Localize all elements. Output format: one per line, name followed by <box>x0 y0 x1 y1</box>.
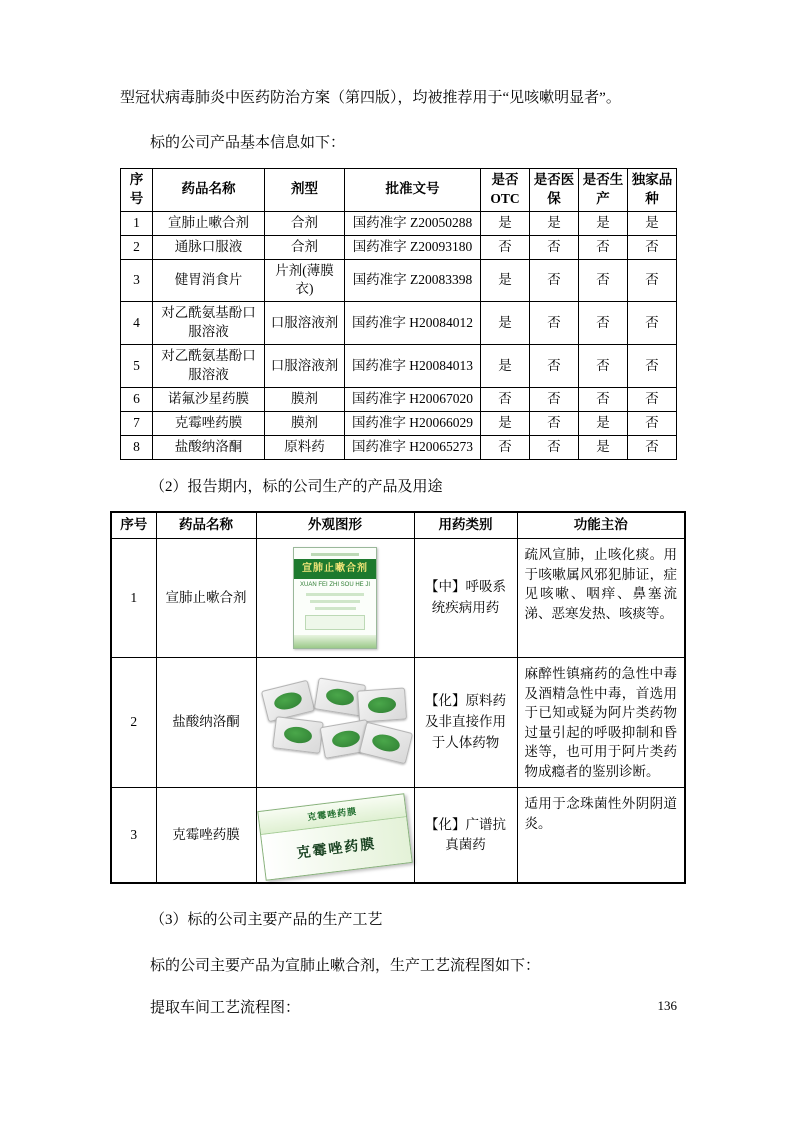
carton-text-decoration <box>294 589 376 610</box>
basic-info-table-body <box>121 211 677 459</box>
sachet-packet <box>359 721 413 764</box>
table-cell: 国药准字 H20084013 <box>345 345 481 388</box>
table-cell: 通脉口服液 <box>153 235 265 259</box>
cell-drug-name: 盐酸纳洛酮 <box>156 658 256 788</box>
table-cell: 否 <box>628 259 677 302</box>
table-row <box>111 539 685 658</box>
carton-logo-decoration <box>311 553 359 556</box>
table-cell: 否 <box>530 302 579 345</box>
table-cell: 3 <box>121 259 153 302</box>
xuanfei-carton-image <box>293 547 377 649</box>
table-cell: 是 <box>579 411 628 435</box>
carton-pinyin-text: XUAN FEI ZHI SOU HE JI <box>299 582 370 589</box>
table-cell: 国药准字 H20065273 <box>345 435 481 459</box>
table-cell: 合剂 <box>265 235 345 259</box>
table-cell: 膜剂 <box>265 411 345 435</box>
table-cell: 否 <box>481 387 530 411</box>
column-header-serial: 序号 <box>121 169 153 212</box>
table-cell: 否 <box>579 302 628 345</box>
table-cell: 膜剂 <box>265 387 345 411</box>
table-row <box>121 211 677 235</box>
table-cell: 7 <box>121 411 153 435</box>
table-cell: 国药准字 Z20050288 <box>345 211 481 235</box>
table-cell: 健胃消食片 <box>153 259 265 302</box>
table-cell: 合剂 <box>265 211 345 235</box>
table-row <box>121 235 677 259</box>
sachet-packet <box>272 716 324 754</box>
basic-info-lead: 标的公司产品基本信息如下： <box>150 135 346 151</box>
table-cell: 否 <box>579 259 628 302</box>
cell-appearance <box>256 788 414 884</box>
table-row <box>121 411 677 435</box>
table-cell: 否 <box>530 235 579 259</box>
table-cell: 是 <box>481 411 530 435</box>
table-cell: 8 <box>121 435 153 459</box>
table-cell: 是 <box>579 211 628 235</box>
table-cell: 宣肺止嗽合剂 <box>153 211 265 235</box>
table-cell: 口服溶液剂 <box>265 345 345 388</box>
extraction-workshop-lead: 提取车间工艺流程图： <box>150 1000 301 1017</box>
table-cell: 是 <box>481 345 530 388</box>
table-cell: 国药准字 H20067020 <box>345 387 481 411</box>
table-cell: 是 <box>530 211 579 235</box>
table-cell: 国药准字 H20084012 <box>345 302 481 345</box>
column-header-medical-insurance: 是否医保 <box>530 169 579 212</box>
section3-paragraph: 标的公司主要产品为宣肺止嗽合剂，生产工艺流程图如下： <box>150 958 541 975</box>
cell-indications: 疏风宣肺，止咳化痰。用于咳嗽属风邪犯肺证，症见咳嗽、咽痒、鼻塞流涕、恶寒发热、咳痰等。 <box>517 539 685 658</box>
table-cell: 否 <box>530 435 579 459</box>
cell-appearance <box>256 658 414 788</box>
column-header-approval-number: 批准文号 <box>345 169 481 212</box>
cell-serial: 3 <box>111 788 156 884</box>
naloxone-sachets-image <box>260 679 410 767</box>
cell-indications: 麻醉性镇痛药的急性中毒及酒精急性中毒，首选用于已知或疑为阿片类药物过量引起的呼吸抑制和昏迷等，也可用于阿片类药物成瘾者的鉴别诊断。 <box>517 658 685 788</box>
table-cell: 否 <box>530 259 579 302</box>
column-header-appearance: 外观图形 <box>256 512 414 539</box>
table-cell: 是 <box>628 211 677 235</box>
table-cell: 否 <box>579 345 628 388</box>
table-cell: 4 <box>121 302 153 345</box>
column-header-drug-name: 药品名称 <box>156 512 256 539</box>
intro-paragraph: 型冠状病毒肺炎中医药防治方案（第四版），均被推荐用于“见咳嗽明显者”。 <box>120 90 621 106</box>
table-header-row <box>121 169 677 212</box>
table-row <box>121 302 677 345</box>
cell-drug-name: 宣肺止嗽合剂 <box>156 539 256 658</box>
table-cell: 2 <box>121 235 153 259</box>
table-cell: 否 <box>579 235 628 259</box>
column-header-drug-name: 药品名称 <box>153 169 265 212</box>
sachet-packet <box>357 687 407 722</box>
table-cell: 否 <box>628 387 677 411</box>
table-cell: 否 <box>481 435 530 459</box>
cell-drug-category: 【中】呼吸系统疾病用药 <box>414 539 517 658</box>
table-cell: 是 <box>579 435 628 459</box>
table-cell: 对乙酰氨基酚口服溶液 <box>153 345 265 388</box>
basic-info-table <box>120 168 677 460</box>
table-cell: 6 <box>121 387 153 411</box>
table-cell: 否 <box>628 235 677 259</box>
cell-appearance <box>256 539 414 658</box>
table-cell: 国药准字 Z20083398 <box>345 259 481 302</box>
cell-drug-name: 克霉唑药膜 <box>156 788 256 884</box>
clotrimazole-box-image <box>257 794 412 882</box>
table-cell: 5 <box>121 345 153 388</box>
column-header-indications: 功能主治 <box>517 512 685 539</box>
table-cell: 否 <box>579 387 628 411</box>
carton-info-panel <box>305 615 366 630</box>
column-header-serial: 序号 <box>111 512 156 539</box>
section2-heading: （2）报告期内，标的公司生产的产品及用途 <box>150 478 443 495</box>
table-row <box>121 435 677 459</box>
column-header-in-production: 是否生产 <box>579 169 628 212</box>
table-cell: 否 <box>628 411 677 435</box>
table-cell: 否 <box>481 235 530 259</box>
table-cell: 否 <box>628 345 677 388</box>
cell-serial: 2 <box>111 658 156 788</box>
table-cell: 否 <box>628 435 677 459</box>
table-cell: 克霉唑药膜 <box>153 411 265 435</box>
table-cell: 诺氟沙星药膜 <box>153 387 265 411</box>
table-row <box>121 259 677 302</box>
products-usage-table <box>110 511 686 885</box>
sachet-packet <box>261 679 315 722</box>
table-cell: 国药准字 H20066029 <box>345 411 481 435</box>
table-cell: 否 <box>530 387 579 411</box>
table-header-row <box>111 512 685 539</box>
table-cell: 片剂(薄膜衣) <box>265 259 345 302</box>
column-header-drug-category: 用药类别 <box>414 512 517 539</box>
table-cell: 对乙酰氨基酚口服溶液 <box>153 302 265 345</box>
table-cell: 国药准字 Z20093180 <box>345 235 481 259</box>
cell-indications: 适用于念珠菌性外阴阴道炎。 <box>517 788 685 884</box>
cell-drug-category: 【化】原料药及非直接作用于人体药物 <box>414 658 517 788</box>
table-cell: 否 <box>530 411 579 435</box>
section3-heading: （3）标的公司主要产品的生产工艺 <box>150 912 383 929</box>
table-cell: 否 <box>530 345 579 388</box>
carton-bottom-stripe <box>294 635 376 648</box>
table-row <box>121 345 677 388</box>
cell-drug-category: 【化】广谱抗真菌药 <box>414 788 517 884</box>
carton-product-name: 宣肺止嗽合剂 <box>294 559 376 579</box>
table-cell: 1 <box>121 211 153 235</box>
column-header-exclusive: 独家品种 <box>628 169 677 212</box>
column-header-dosage-form: 剂型 <box>265 169 345 212</box>
box-front-label: 克霉唑药膜 <box>261 818 411 880</box>
box-top-label: 克霉唑药膜 <box>258 795 406 836</box>
column-header-otc: 是否OTC <box>481 169 530 212</box>
table-cell: 是 <box>481 302 530 345</box>
table-row <box>111 788 685 884</box>
page-number: 136 <box>657 998 677 1013</box>
table-row <box>121 387 677 411</box>
products-usage-table-body <box>111 539 685 884</box>
table-cell: 否 <box>628 302 677 345</box>
cell-serial: 1 <box>111 539 156 658</box>
table-cell: 原料药 <box>265 435 345 459</box>
table-cell: 是 <box>481 259 530 302</box>
table-cell: 口服溶液剂 <box>265 302 345 345</box>
table-cell: 是 <box>481 211 530 235</box>
table-cell: 盐酸纳洛酮 <box>153 435 265 459</box>
table-row <box>111 658 685 788</box>
